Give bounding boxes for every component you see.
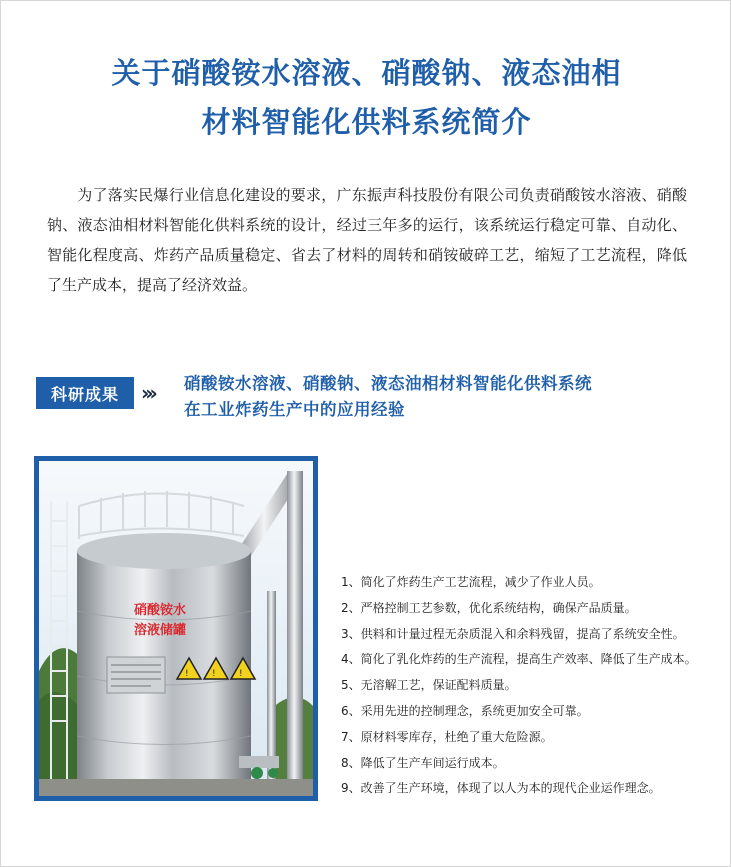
nameplate [107, 657, 165, 693]
research-badge: 科研成果 [36, 377, 134, 409]
intro-text: 为了落实民爆行业信息化建设的要求，广东振声科技股份有限公司负责硝酸铵水溶液、硝酸钠、液态油相材料智能化供料系统的设计，经过三年多的运行，该系统运行稳定可靠、自动化、智能化程度高、炸药产品质量稳定、省去了材料的周转和硝铵破碎工艺，缩短了工艺流程，降低了生产成本，提高了经济效益。 [47, 186, 687, 294]
list-item: 4、简化了乳化炸药的生产流程，提高生产效率、降低了生产成本。 [341, 652, 697, 667]
svg-text:!: ! [185, 669, 189, 679]
tank-label-line2: 溶液储罐 [134, 623, 187, 638]
hazard-warning-icon [177, 658, 255, 679]
list-item: 5、无溶解工艺，保证配料质量。 [341, 678, 517, 693]
list-item: 6、采用先进的控制理念，系统更加安全可靠。 [341, 703, 589, 718]
chevrons-right-icon: ››› [141, 381, 154, 405]
page-title-line1: 关于硝酸铵水溶液、硝酸钠、液态油相 [111, 56, 622, 90]
list-item: 3、供料和计量过程无杂质混入和余料残留，提高了系统安全性。 [341, 626, 685, 641]
tank-photo [34, 456, 318, 801]
section-title-line1: 硝酸铵水溶液、硝酸钠、液态油相材料智能化供料系统 [184, 374, 592, 393]
list-item: 8、降低了生产车间运行成本。 [341, 755, 505, 770]
list-item: 2、严格控制工艺参数，优化系统结构，确保产品质量。 [341, 600, 637, 615]
list-item: 9、改善了生产环境，体现了以人为本的现代企业运作理念。 [341, 781, 661, 796]
benefits-list [341, 570, 721, 802]
list-item: 7、原材料零库存，杜绝了重大危险源。 [341, 729, 553, 744]
tank-label-line1: 硝酸铵水 [134, 603, 187, 618]
intro-paragraph [47, 180, 687, 300]
list-item: 1、简化了炸药生产工艺流程，减少了作业人员。 [341, 575, 601, 589]
section-title-line2: 在工业炸药生产中的应用经验 [184, 400, 405, 419]
svg-text:!: ! [239, 669, 243, 679]
page-title-line2: 材料智能化供料系统简介 [201, 105, 532, 139]
svg-text:!: ! [212, 669, 216, 679]
